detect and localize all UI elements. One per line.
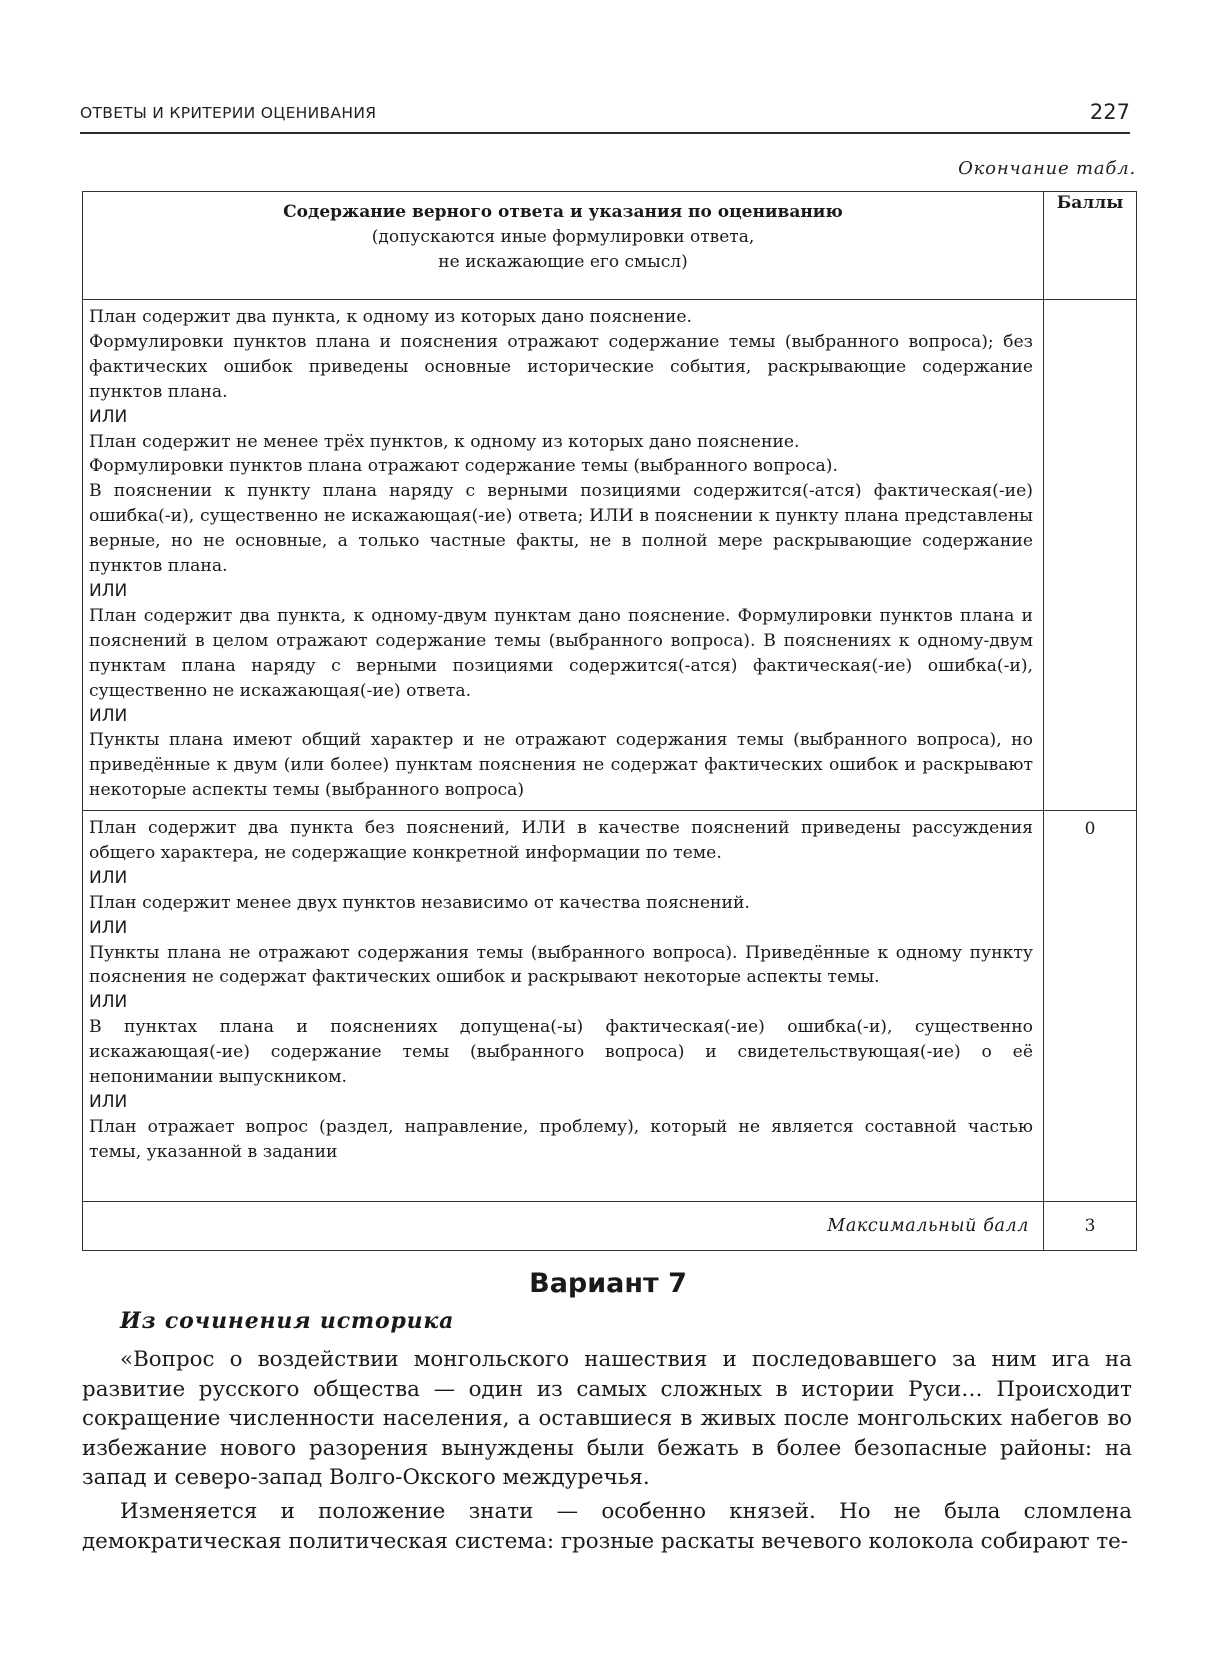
criteria-text: План содержит менее двух пунктов независимо от качества пояснений. [89, 892, 750, 913]
excerpt-paragraph: «Вопрос о воздействии монгольского нашествия и последовавшего за ним ига на развитие русского общества — один из самых сложных в истории Руси… Происходит сокращение численности населения, а оставшиеся в живых после монгольских набегов во избежание нового разорения вынуждены были бежать в более безопасные районы: на запад и северо-запад Волго-Окского междуречья. [82, 1347, 1132, 1491]
content-header-note-line2: не искажающие его смысл) [438, 252, 688, 272]
criteria-text: План содержит два пункта без пояснений, ИЛИ в качестве пояснений приведены рассуждения общего характера, не содержащие конкретной информации по теме. [89, 818, 1033, 863]
page-number: 227 [1089, 100, 1130, 124]
table-row [83, 811, 1137, 1202]
running-title: ОТВЕТЫ И КРИТЕРИИ ОЦЕНИВАНИЯ [80, 104, 377, 122]
max-score-value: 3 [1044, 1202, 1137, 1251]
excerpt-paragraph: Изменяется и положение знати — особенно князей. Но не была сломлена демократическая политическая система: грозные раскаты вечевого колокола собирают те- [82, 1498, 1132, 1554]
or-separator: ИЛИ [89, 917, 128, 938]
score-cell [1044, 300, 1137, 811]
max-score-label: Максимальный балл [83, 1202, 1044, 1251]
or-separator: ИЛИ [89, 1091, 128, 1112]
criteria-text: Пункты плана имеют общий характер и не отражают содержания темы (выбранного вопроса), но приведённые к двум (или более) пунктам пояснения не содержат фактических ошибок и раскрывают некоторые аспекты темы (выбранного вопроса) [89, 730, 1033, 801]
criteria-text: План содержит два пункта, к одному из которых дано пояснение. [89, 307, 692, 327]
running-header [80, 92, 1130, 134]
criteria-cell [83, 300, 1044, 811]
source-heading: Из сочинения историка [120, 1308, 455, 1334]
criteria-text: В пунктах плана и пояснениях допущена(-ы) фактическая(-ие) ошибка(-и), существенно искажающая(-ие) содержание темы (выбранного вопроса) и свидетельствующая(-ие) о её непонимании выпускником. [89, 1017, 1033, 1088]
criteria-text: Формулировки пунктов плана и пояснения отражают содержание темы (выбранного вопроса); без фактических ошибок приведены основные исторические события, раскрывающие содержание пунктов плана. [89, 331, 1033, 402]
or-separator: ИЛИ [89, 580, 128, 601]
historian-excerpt [82, 1345, 1132, 1556]
criteria-text: Пункты плана не отражают содержания темы (выбранного вопроса). Приведённые к одному пункту пояснения не содержат фактических ошибок и раскрывают некоторые аспекты темы. [89, 942, 1033, 988]
table-header-row [83, 192, 1137, 300]
criteria-cell [83, 811, 1044, 1202]
or-separator: ИЛИ [89, 406, 128, 427]
variant-heading: Вариант 7 [529, 1268, 687, 1299]
content-header-title: Содержание верного ответа и указания по оцениванию [283, 202, 843, 222]
criteria-text: План содержит два пункта, к одному-двум пунктам дано пояснение. Формулировки пунктов плана и пояснений в целом отражают содержание темы (выбранного вопроса). В пояснениях к одному-двум пунктам плана наряду с верными позициями содержится(-атся) фактическая(-ие) ошибка(-и), существенно не искажающая(-ие) ответа. [89, 605, 1033, 701]
criteria-table [82, 191, 1137, 1251]
or-separator: ИЛИ [89, 992, 128, 1013]
max-score-row [83, 1202, 1137, 1251]
criteria-text: В пояснении к пункту плана наряду с верными позициями содержится(-атся) фактическая(-ие) ошибка(-и), существенно не искажающая(-ие) ответа; ИЛИ в пояснении к пункту плана представлены верные, но не основные, а только частные факты, не в полной мере раскрывающие содержание пунктов плана. [89, 481, 1033, 577]
criteria-text: Формулировки пунктов плана отражают содержание темы (выбранного вопроса). [89, 456, 838, 477]
or-separator: ИЛИ [89, 867, 128, 888]
or-separator: ИЛИ [89, 705, 128, 726]
criteria-text: План отражает вопрос (раздел, направление, проблему), который не является составной частью темы, указанной в задании [89, 1116, 1033, 1162]
content-column-header [83, 192, 1044, 300]
content-header-note-line1: (допускаются иные формулировки ответа, [371, 227, 755, 247]
score-cell: 0 [1044, 811, 1137, 1202]
table-row [83, 300, 1137, 811]
score-column-header: Баллы [1044, 192, 1137, 300]
criteria-text: План содержит не менее трёх пунктов, к одному из которых дано пояснение. [89, 431, 800, 452]
table-caption: Окончание табл. [958, 158, 1136, 179]
